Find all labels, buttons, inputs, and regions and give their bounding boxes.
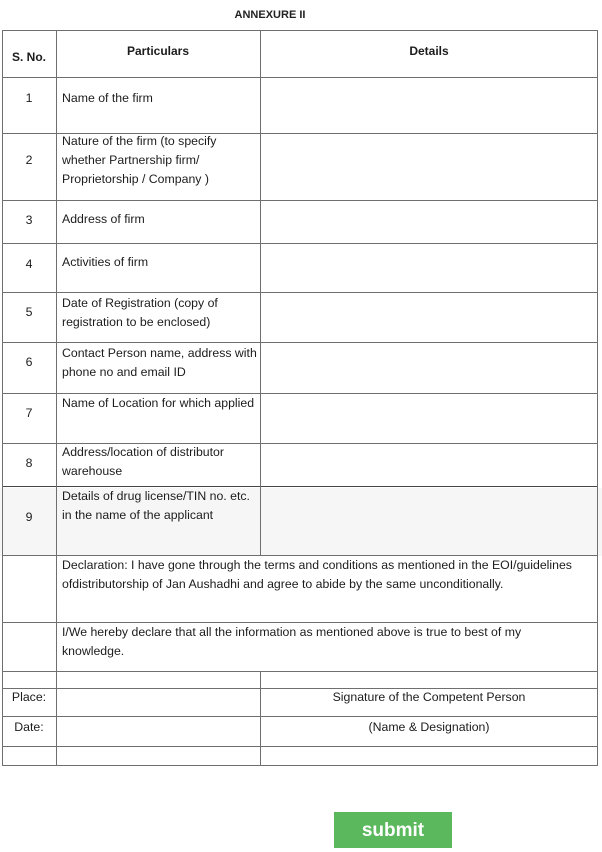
header-details: Details bbox=[409, 44, 449, 58]
particulars-cell: Nature of the firm (to specify whether Partnership firm/ Proprietorship / Company ) bbox=[62, 134, 217, 186]
row-number: 5 bbox=[25, 305, 33, 319]
declaration-text-2: I/We hereby declare that all the information as mentioned above is true to best of my knowledge. bbox=[62, 625, 522, 658]
particulars-cell: Address of firm bbox=[62, 212, 145, 226]
row-number: 8 bbox=[25, 456, 33, 470]
header-particulars: Particulars bbox=[126, 44, 190, 58]
place-label: Place: bbox=[11, 690, 47, 704]
row-number: 3 bbox=[25, 213, 33, 227]
details-cell[interactable] bbox=[261, 134, 597, 200]
header-sno: S. No. bbox=[11, 50, 46, 64]
details-cell[interactable] bbox=[261, 444, 597, 486]
details-cell[interactable] bbox=[261, 78, 597, 133]
declaration-text: Declaration: I have gone through the terms and conditions as mentioned in the EOI/guidelines ofdistributorship of Jan Aushadhi and agree to abide by the same unconditionally. bbox=[62, 558, 572, 591]
details-cell[interactable] bbox=[261, 394, 597, 443]
particulars-cell: Name of the firm bbox=[62, 91, 153, 105]
row-number: 9 bbox=[25, 510, 33, 524]
details-cell[interactable] bbox=[261, 487, 597, 555]
particulars-cell: Date of Registration (copy of registration to be enclosed) bbox=[62, 296, 218, 329]
details-cell[interactable] bbox=[261, 343, 597, 393]
details-cell[interactable] bbox=[261, 201, 597, 243]
annexure-table bbox=[2, 30, 598, 766]
name-designation-label: (Name & Designation) bbox=[368, 720, 490, 734]
particulars-cell: Name of Location for which applied bbox=[62, 396, 255, 410]
signature-label: Signature of the Competent Person bbox=[332, 690, 526, 704]
particulars-cell: Address/location of distributor warehouse bbox=[62, 445, 224, 478]
particulars-cell: Contact Person name, address with phone no and email ID bbox=[62, 346, 257, 379]
row-number: 1 bbox=[25, 91, 33, 105]
submit-button[interactable]: submit bbox=[334, 812, 452, 848]
row-number: 7 bbox=[25, 406, 33, 420]
details-cell[interactable] bbox=[261, 293, 597, 342]
details-cell[interactable] bbox=[261, 244, 597, 292]
row-number: 4 bbox=[25, 257, 33, 271]
particulars-cell: Details of drug license/TIN no. etc. in the name of the applicant bbox=[62, 489, 250, 522]
row-number: 2 bbox=[25, 153, 33, 167]
date-label: Date: bbox=[14, 720, 44, 734]
row-number: 6 bbox=[25, 355, 33, 369]
particulars-cell: Activities of firm bbox=[62, 255, 149, 269]
document-title: ANNEXURE II bbox=[234, 9, 306, 21]
